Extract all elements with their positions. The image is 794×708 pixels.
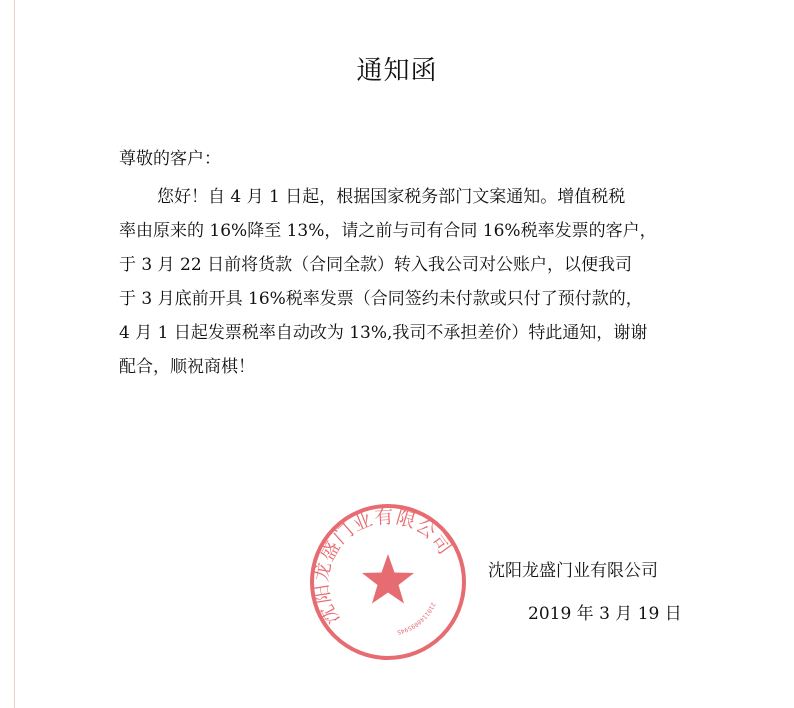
company-seal-stamp [308, 502, 468, 662]
star-icon [362, 554, 414, 604]
body-line: 您好！自 4 月 1 日起，根据国家税务部门文案通知。增值税税 [157, 187, 626, 207]
salutation: 尊敬的客户： [119, 149, 221, 169]
page-margin-line [14, 0, 15, 708]
body-line: 配合，顺祝商棋！ [119, 357, 255, 377]
body-text [119, 180, 679, 384]
signature-date: 2019 年 3 月 19 日 [528, 604, 682, 624]
body-line: 于 3 月 22 日前将货款（合同全款）转入我公司对公账户，以便我司 [119, 255, 633, 275]
seal-serial-number: 2101140095945 [396, 601, 437, 636]
seal-ring-text: 沈阳龙盛门业有限公司 [310, 505, 457, 629]
body-line: 于 3 月底前开具 16%税率发票（合同签约未付款或只付了预付款的， [119, 289, 643, 309]
signature-company: 沈阳龙盛门业有限公司 [488, 561, 658, 581]
body-line: 4 月 1 日起发票税率自动改为 13%,我司不承担差价）特此通知，谢谢 [119, 323, 648, 343]
body-line: 率由原来的 16%降至 13%，请之前与司有合同 16%税率发票的客户， [119, 221, 657, 241]
document-title: 通知函 [356, 56, 438, 86]
